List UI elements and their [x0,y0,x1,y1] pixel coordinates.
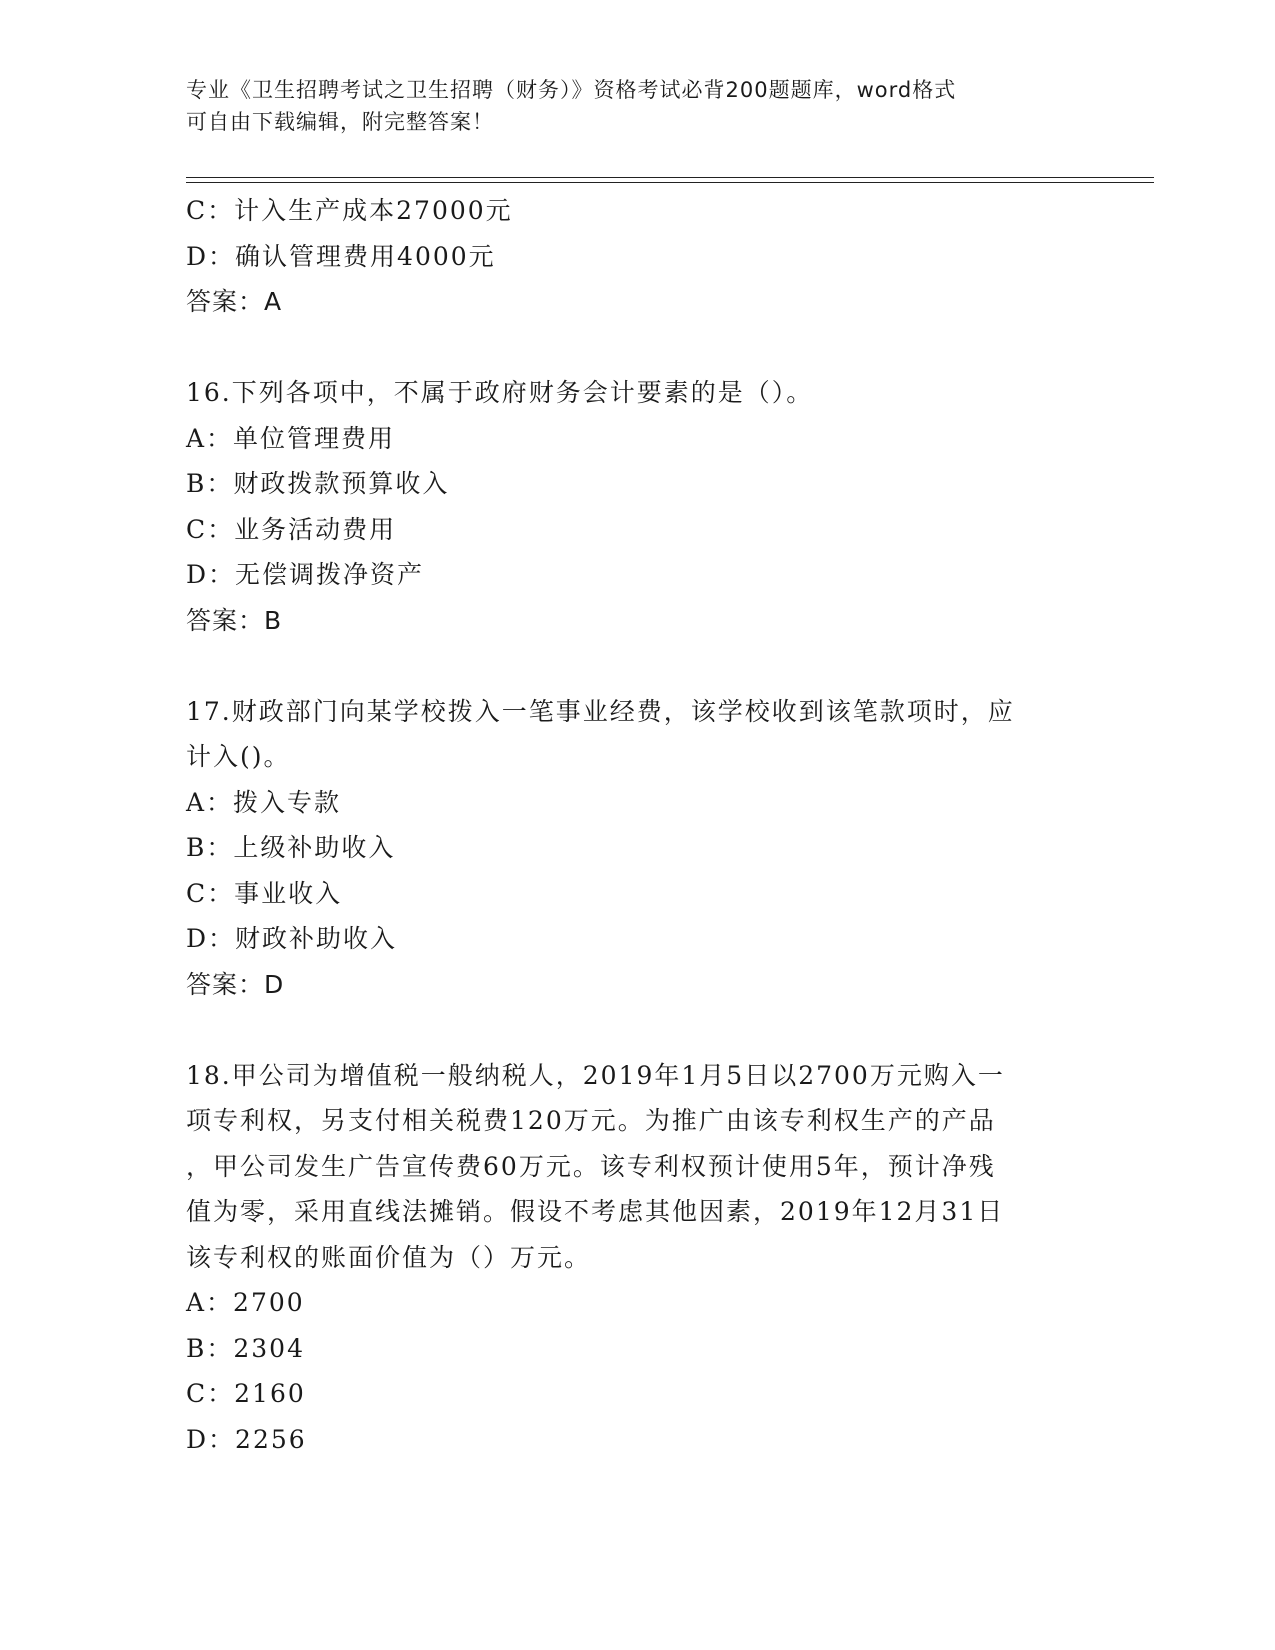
q16-stem: 16.下列各项中，不属于政府财务会计要素的是（）。 [186,378,814,407]
q17-stem-line-2: 计入()。 [186,742,291,771]
spacer [186,325,1086,371]
header-divider-top [186,177,1154,178]
header-divider-bottom [186,182,1154,183]
document-header [186,74,1086,138]
q18-stem-line-3: ，甲公司发生广告宣传费60万元。该专利权预计使用5年，预计净残 [186,1151,996,1181]
q15-option-d: D：确认管理费用4000元 [186,241,496,271]
q18-stem-line-1: 18.甲公司为增值税一般纳税人，2019年1月5日以2700万元购入一 [186,1060,1005,1090]
header-line-2: 可自由下载编辑，附完整答案！ [186,110,494,134]
q16-option-a: A：单位管理费用 [186,423,396,453]
q18-option-c: C：2160 [186,1379,306,1408]
q16-answer: 答案：B [186,605,283,635]
q18-option-d: D：2256 [186,1424,307,1454]
q17-option-a: A：拨入专款 [186,787,342,817]
spacer [186,643,1086,689]
header-line-1: 专业《卫生招聘考试之卫生招聘（财务）》资格考试必背200题题库，word格式 [186,78,957,102]
q16-option-c: C：业务活动费用 [186,514,397,544]
spacer [186,1007,1086,1053]
q18-stem-line-2: 项专利权，另支付相关税费120万元。为推广由该专利权生产的产品 [186,1106,996,1135]
q16-option-b: B：财政拨款预算收入 [186,469,450,498]
q16-option-d: D：无偿调拨净资产 [186,560,425,589]
q18-stem-line-5: 该专利权的账面价值为（）万元。 [186,1242,592,1272]
question-content [186,188,1086,1462]
q18-stem-line-4: 值为零，采用直线法摊销。假设不考虑其他因素，2019年12月31日 [186,1197,1005,1226]
q17-stem-line-1: 17.财政部门向某学校拨入一笔事业经费，该学校收到该笔款项时，应 [186,696,1015,726]
q18-option-b: B：2304 [186,1333,305,1363]
q18-option-a: A：2700 [186,1288,305,1317]
q17-option-c: C：事业收入 [186,878,343,908]
q17-answer: 答案：D [186,969,285,999]
q17-option-d: D：财政补助收入 [186,924,398,953]
q15-option-c: C：计入生产成本27000元 [186,196,513,225]
q15-answer: 答案：A [186,287,283,316]
q17-option-b: B：上级补助收入 [186,833,396,862]
